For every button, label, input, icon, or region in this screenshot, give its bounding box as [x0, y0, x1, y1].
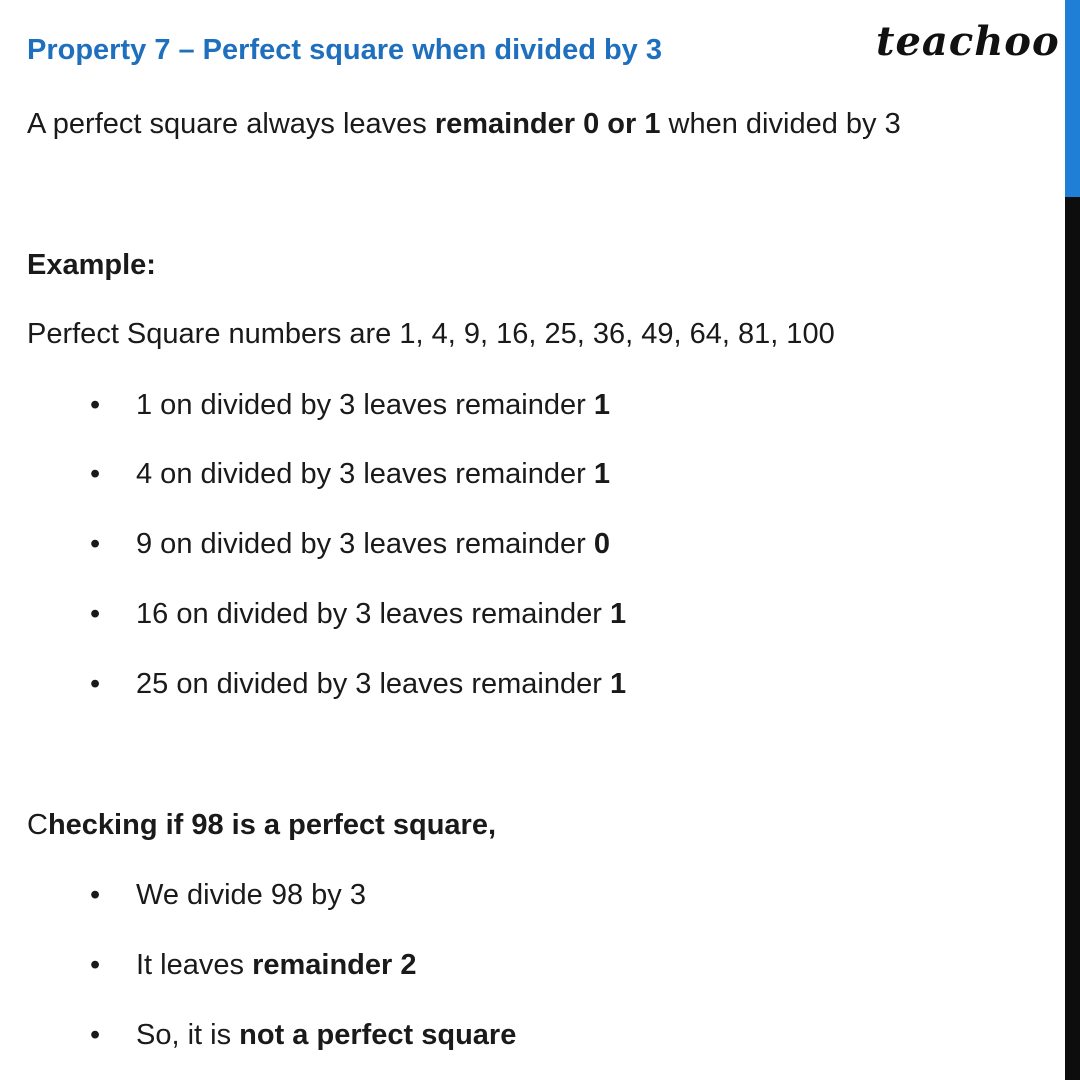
list-item: • 16 on divided by 3 leaves remainder 1 [90, 598, 627, 630]
list-item: • 9 on divided by 3 leaves remainder 0 [90, 528, 610, 560]
check-heading: Checking if 98 is a perfect square, [27, 809, 497, 841]
list-item: • 1 on divided by 3 leaves remainder 1 [90, 389, 610, 421]
statement-post: when divided by 3 [660, 108, 901, 140]
bullet-dot: • [90, 949, 101, 981]
perfect-squares-line: Perfect Square numbers are 1, 4, 9, 16, 25, 36, 49, 64, 81, 100 [27, 318, 835, 350]
list-item: • We divide 98 by 3 [90, 879, 366, 911]
bullet-dot: • [90, 668, 101, 700]
list-item: • 4 on divided by 3 leaves remainder 1 [90, 458, 610, 490]
list-item: • So, it is not a perfect square [90, 1019, 517, 1051]
bullet-dot: • [90, 458, 101, 490]
list-item: • 25 on divided by 3 leaves remainder 1 [90, 668, 627, 700]
bullet-dot: • [90, 879, 101, 911]
teachoo-logo: teachoo [876, 18, 1060, 65]
scrollbar-lower [1065, 197, 1080, 1080]
bullet-dot: • [90, 598, 101, 630]
bullet-dot: • [90, 1019, 101, 1051]
scrollbar-thumb[interactable] [1065, 0, 1080, 197]
example-heading [27, 249, 156, 282]
property-statement [27, 108, 901, 141]
statement-pre: A perfect square always leaves [27, 108, 435, 140]
example-heading-text: Example: [27, 249, 156, 281]
list-item: • It leaves remainder 2 [90, 949, 417, 981]
statement-bold: remainder 0 or 1 [434, 108, 661, 140]
page-title: Property 7 – Perfect square when divided by 3 [27, 34, 662, 66]
bullet-dot: • [90, 389, 101, 421]
bullet-dot: • [90, 528, 101, 560]
